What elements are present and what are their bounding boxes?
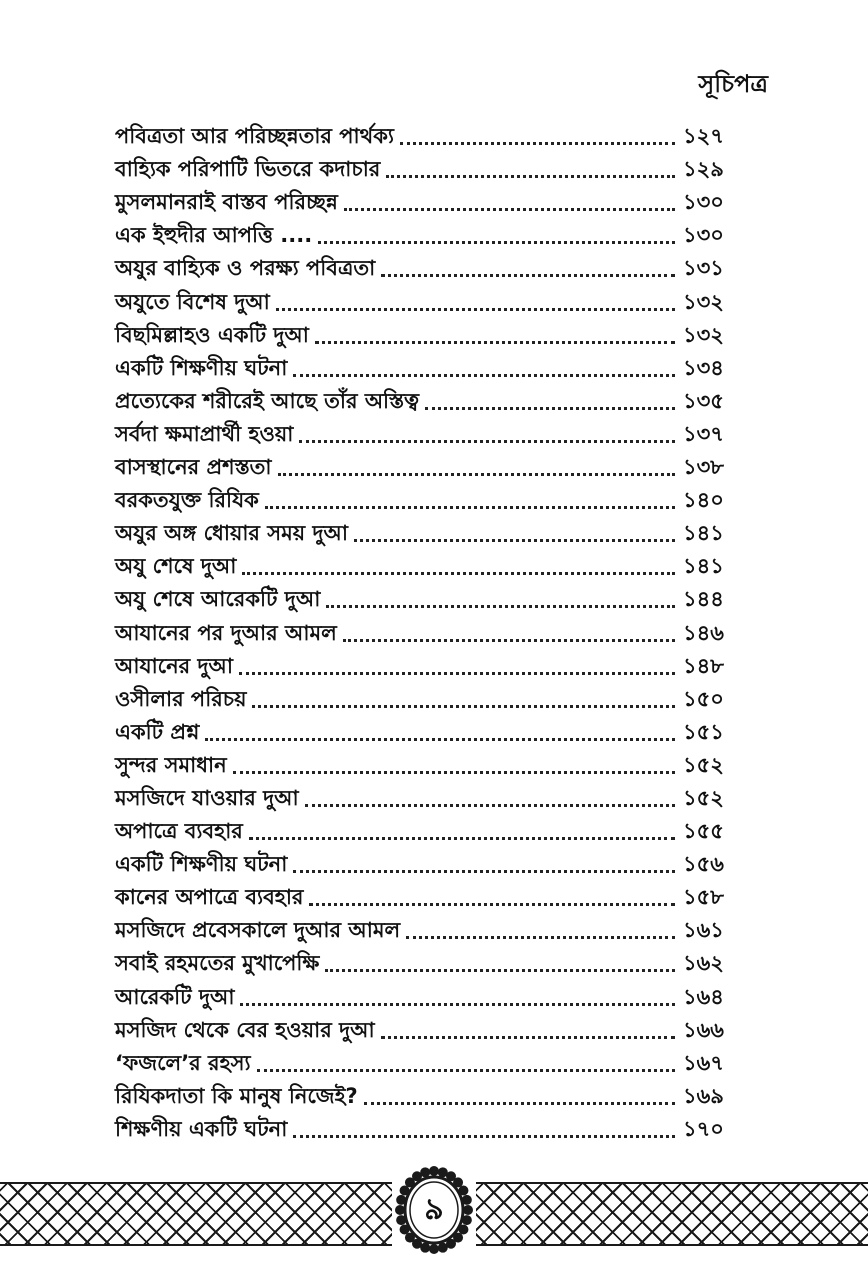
toc-entry-title: অযু শেষে আরেকটি দুআ: [115, 587, 321, 612]
toc-entry: [115, 213, 735, 246]
toc-entry: [115, 412, 735, 445]
dot-leader: [265, 506, 675, 509]
toc-entry: [115, 743, 735, 776]
toc-entry-page: ১৪০: [683, 488, 724, 513]
toc-entry-title: সবাই রহমতের মুখাপেক্ষি: [115, 951, 320, 976]
dot-leader: [344, 208, 675, 211]
dot-leader: [239, 672, 675, 675]
toc-entry-title: অযুর অঙ্গ ধোয়ার সময় দুআ: [115, 521, 349, 546]
toc-entry: [115, 842, 735, 875]
toc-entry-page: ১৪১: [683, 554, 724, 579]
toc-entry: [115, 544, 735, 577]
toc-entry-page: ১৭০: [683, 1116, 724, 1141]
decorative-border-right: [476, 1182, 868, 1246]
toc-entry-page: ১৩১: [683, 256, 724, 281]
toc-entry: [115, 511, 735, 544]
toc-entry-page: ১৪৮: [683, 653, 724, 678]
dot-leader: [381, 1036, 675, 1039]
toc-entry-title: সর্বদা ক্ষমাপ্রার্থী হওয়া: [115, 421, 294, 446]
toc-entry-page: ১৬৪: [683, 984, 724, 1009]
toc-entry-title: একটি প্রশ্ন: [115, 719, 200, 744]
dot-leader: [293, 374, 675, 377]
toc-entry-page: ১৩২: [683, 289, 724, 314]
toc-entry-title: ‘ফজলে’র রহস্য: [115, 1050, 251, 1075]
toc-entry-page: ১৫২: [683, 785, 724, 810]
toc-entry: [115, 809, 735, 842]
toc-entry: [115, 1074, 735, 1107]
dot-leader: [293, 870, 675, 873]
toc-entry-page: ১৫৮: [683, 885, 724, 910]
toc-entry-page: ১৩৭: [683, 421, 724, 446]
toc-entry-title: মসজিদ থেকে বের হওয়ার দুআ: [115, 1017, 375, 1042]
toc-entry: [115, 577, 735, 610]
toc-entry: [115, 1008, 735, 1041]
toc-entry: [115, 710, 735, 743]
toc-entry: [115, 941, 735, 974]
toc-entry: [115, 610, 735, 643]
toc-entry-title: শিক্ষণীয় একটি ঘটনা: [115, 1116, 288, 1141]
toc-entry-title: বাহ্যিক পরিপাটি ভিতরে কদাচার: [115, 157, 381, 182]
toc-entry: [115, 677, 735, 710]
dot-leader: [278, 473, 675, 476]
toc-entry-page: ১৫২: [683, 752, 724, 777]
toc-entry-page: ১৪৪: [683, 587, 724, 612]
dot-leader: [242, 572, 675, 575]
dot-leader: [240, 1003, 675, 1006]
toc-entry-page: ১৬১: [683, 918, 724, 943]
toc-entry-title: বিছমিল্লাহও একটি দুআ: [115, 322, 309, 347]
toc-entry-title: মসজিদে যাওয়ার দুআ: [115, 785, 299, 810]
dot-leader: [318, 241, 675, 244]
toc-entry-title: একটি শিক্ষণীয় ঘটনা: [115, 355, 288, 380]
dot-leader: [364, 1102, 675, 1105]
dot-leader: [309, 903, 675, 906]
toc-entry-page: ১৫৫: [683, 819, 724, 844]
toc-entry-title: একটি শিক্ষণীয় ঘটনা: [115, 852, 288, 877]
dot-leader: [354, 539, 675, 542]
toc-entry-page: ১৬৭: [683, 1050, 724, 1075]
dot-leader: [293, 1135, 675, 1138]
toc-entry: [115, 279, 735, 312]
dot-leader: [205, 738, 675, 741]
toc-entry-page: ১৪১: [683, 521, 724, 546]
page-title: সূচিপত্র: [698, 70, 768, 98]
toc-entry-page: ১৬৯: [683, 1083, 724, 1108]
toc-entry: [115, 644, 735, 677]
toc-entry-page: ১৩০: [683, 223, 724, 248]
toc-entry: [115, 147, 735, 180]
toc-entry-page: ১৪৬: [683, 620, 724, 645]
dot-leader: [252, 705, 675, 708]
dot-leader: [406, 936, 675, 939]
toc-entry-page: ১৫১: [683, 719, 724, 744]
toc-entry-title: মুসলমানরাই বাস্তব পরিচ্ছন্ন: [115, 190, 338, 215]
dot-leader: [299, 440, 675, 443]
toc-entry-page: ১২৭: [683, 124, 724, 149]
toc-entry-title: রিযিকদাতা কি মানুষ নিজেই?: [115, 1083, 358, 1108]
toc-entry-title: আরেকটি দুআ: [115, 984, 235, 1009]
dot-leader: [233, 771, 675, 774]
toc-entry: [115, 346, 735, 379]
toc-entry: [115, 445, 735, 478]
toc-entry-title: মসজিদে প্রবেসকালে দুআর আমল: [115, 918, 401, 943]
toc-entry: [115, 114, 735, 147]
toc-entry-page: ১৩৮: [683, 455, 724, 480]
toc-entry-title: আযানের পর দুআর আমল: [115, 620, 337, 645]
toc-entry-title: বাসস্থানের প্রশস্ততা: [115, 455, 272, 480]
toc-entry: [115, 1041, 735, 1074]
dot-leader: [305, 804, 675, 807]
dot-leader: [325, 969, 675, 972]
toc-entry-title: অযুতে বিশেষ দুআ: [115, 289, 270, 314]
decorative-border-left: [0, 1182, 392, 1246]
toc-entry-title: আযানের দুআ: [115, 653, 234, 678]
dot-leader: [276, 308, 675, 311]
toc-entry-page: ১৩২: [683, 322, 724, 347]
dot-leader: [400, 142, 675, 145]
dot-leader: [343, 639, 675, 642]
toc-entry: [115, 379, 735, 412]
toc-entry-page: ১৩৫: [683, 388, 724, 413]
toc-entry: [115, 313, 735, 346]
toc-entry-title: অপাত্রে ব্যবহার: [115, 819, 243, 844]
dot-leader: [249, 837, 675, 840]
toc-entry: [115, 180, 735, 213]
toc-entry-title: ওসীলার পরিচয়: [115, 686, 247, 711]
toc-entry-page: ১৩০: [683, 190, 724, 215]
toc-entry-title: অযুর বাহ্যিক ও পরক্ষ্য পবিত্রতা: [115, 256, 376, 281]
toc-entry-title: অযু শেষে দুআ: [115, 554, 237, 579]
toc-entry: [115, 1107, 735, 1140]
toc-entry-page: ১৫৬: [683, 852, 724, 877]
toc-entry: [115, 908, 735, 941]
toc-entry: [115, 875, 735, 908]
toc-entry-page: ১৫০: [683, 686, 724, 711]
toc-entry-title: এক ইহুদীর আপত্তি ....: [115, 223, 313, 248]
page-number-medallion: [394, 1164, 474, 1256]
dot-leader: [386, 175, 675, 178]
table-of-contents: [115, 114, 735, 1140]
dot-leader: [257, 1069, 675, 1072]
page-number: ৯: [424, 1191, 444, 1227]
toc-entry-title: সুন্দর সমাধান: [115, 752, 227, 777]
toc-entry-title: প্রত্যেকের শরীরেই আছে তাঁর অস্তিত্ব: [115, 388, 420, 413]
toc-entry-page: ১২৯: [683, 157, 724, 182]
dot-leader: [425, 407, 675, 410]
toc-entry-title: বরকতযুক্ত রিযিক: [115, 488, 259, 513]
toc-entry: [115, 246, 735, 279]
toc-entry: [115, 974, 735, 1007]
toc-entry-page: ১৩৪: [683, 355, 724, 380]
dot-leader: [326, 605, 675, 608]
dot-leader: [315, 341, 675, 344]
dot-leader: [381, 274, 675, 277]
toc-entry-page: ১৬৬: [683, 1017, 724, 1042]
toc-entry: [115, 776, 735, 809]
toc-entry-page: ১৬২: [683, 951, 724, 976]
toc-entry-title: কানের অপাত্রে ব্যবহার: [115, 885, 304, 910]
toc-entry-title: পবিত্রতা আর পরিচ্ছন্নতার পার্থক্য: [115, 124, 395, 149]
footer-ornament: [0, 1162, 868, 1262]
toc-entry: [115, 478, 735, 511]
